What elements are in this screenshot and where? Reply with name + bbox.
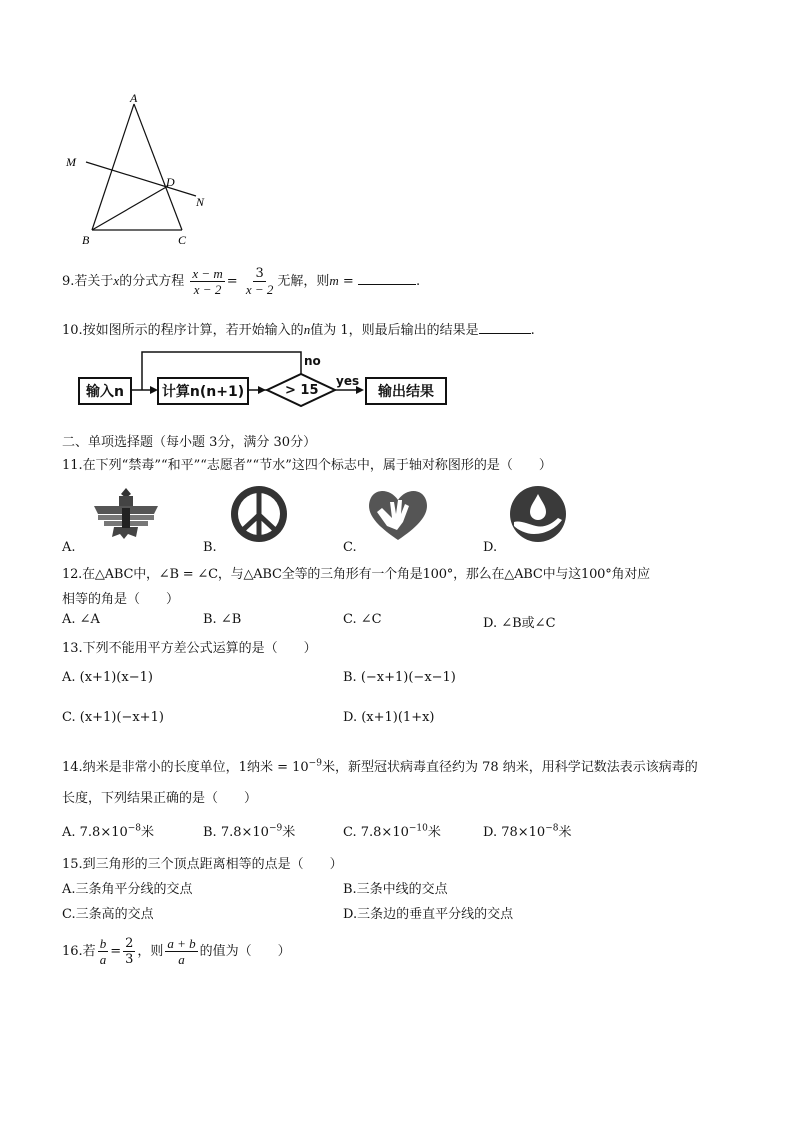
label-B: B: [82, 233, 90, 247]
question-16: 16.若 $\frac{b}{a}$ = $\frac{2}{3}$ ，则 $\frac{a + b}{a}$ 的值为（ ）: [62, 936, 291, 967]
label-M: M: [66, 155, 76, 169]
q12-option-D[interactable]: D. ∠B或∠C: [483, 616, 556, 631]
q12-option-C[interactable]: C. ∠C: [343, 612, 382, 627]
question-12-line1: 12.在△ABC中，∠B = ∠C，与△ABC全等的三角形有一个角是100°，那么在△ABC中与这100°角对应: [62, 567, 650, 582]
fraction-1: $\frac{x - m}{x - 2}$: [192, 266, 223, 297]
triangle-figure: [60, 90, 220, 250]
heart-hand-icon: [364, 484, 432, 544]
q13-option-C[interactable]: C. (x+1)(−x+1): [62, 710, 164, 725]
label-N: N: [196, 195, 205, 209]
q12-option-B[interactable]: B. ∠B: [203, 612, 242, 627]
q11-option-C[interactable]: C.: [343, 540, 357, 555]
question-14-line1: 14.纳米是非常小的长度单位，1纳米 = $10^{-9}$米，新型冠状病毒直径约为 78 纳米，用科学记数法表示该病毒的: [62, 758, 698, 775]
answer-blank-10[interactable]: [479, 321, 531, 334]
q14-option-C[interactable]: C. $7.8\times 10^{-10}$米: [343, 823, 441, 840]
q11-option-B[interactable]: B.: [203, 540, 217, 555]
flow-input-box: 输入n: [78, 377, 132, 405]
flow-output-box: 输出结果: [365, 377, 447, 405]
label-C: C: [178, 233, 187, 247]
q15-option-D[interactable]: D.三条边的垂直平分线的交点: [343, 907, 514, 922]
question-10: 10.按如图所示的程序计算，若开始输入的n值为 1，则最后输出的结果是 .: [62, 322, 535, 338]
flow-compute-box: 计算n(n+1): [157, 377, 249, 405]
question-12-line2: 相等的角是（ ）: [62, 592, 180, 607]
question-15: 15.到三角形的三个顶点距离相等的点是（ ）: [62, 857, 343, 872]
q14-option-B[interactable]: B. $7.8\times 10^{-9}$米: [203, 823, 296, 840]
label-A: A: [130, 91, 138, 105]
fraction-2-3: $\frac{2}{3}$: [125, 936, 134, 967]
fraction-a-plus-b-over-a: $\frac{a + b}{a}$: [167, 936, 196, 967]
q15-option-C[interactable]: C.三条高的交点: [62, 907, 154, 922]
flow-condition-label: > 15: [285, 383, 319, 398]
question-9: 9.若关于x的分式方程 $\frac{x - m}{x - 2}$ = $\frac{3}{x - 2}$ 无解，则m = .: [62, 266, 421, 297]
q13-option-A[interactable]: A. (x+1)(x−1): [62, 670, 153, 685]
section-2-title: 二、单项选择题（每小题 3分，满分 30分）: [62, 435, 317, 450]
water-drop-hand-icon: [506, 484, 570, 544]
q12-option-A[interactable]: A. ∠A: [62, 612, 100, 627]
q13-option-B[interactable]: B. (−x+1)(−x−1): [343, 670, 456, 685]
fraction-b-a: $\frac{b}{a}$: [99, 936, 107, 967]
question-13: 13.下列不能用平方差公式运算的是（ ）: [62, 641, 317, 656]
answer-blank-9[interactable]: [358, 272, 416, 285]
q14-option-A[interactable]: A. $7.8\times 10^{-8}$米: [62, 823, 155, 840]
fraction-2: $\frac{3}{x - 2}$: [245, 266, 274, 297]
question-14-line2: 长度，下列结果正确的是（ ）: [62, 791, 258, 806]
q14-option-D[interactable]: D. $78\times 10^{-8}$米: [483, 823, 572, 840]
question-11: 11.在下列“禁毒”“和平”“志愿者”“节水”这四个标志中，属于轴对称图形的是（ ）: [62, 458, 552, 473]
flowchart: [78, 348, 448, 410]
eagle-drug-ban-icon: [92, 484, 160, 544]
q11-option-D[interactable]: D.: [483, 540, 498, 555]
q13-option-D[interactable]: D. (x+1)(1+x): [343, 710, 435, 725]
flow-yes-label: yes: [336, 374, 360, 388]
label-D: D: [166, 175, 175, 189]
q15-option-B[interactable]: B.三条中线的交点: [343, 882, 448, 897]
peace-sign-icon: [226, 484, 292, 544]
q11-option-A[interactable]: A.: [62, 540, 76, 555]
flow-no-label: no: [304, 354, 321, 368]
q15-option-A[interactable]: A.三条角平分线的交点: [62, 882, 193, 897]
